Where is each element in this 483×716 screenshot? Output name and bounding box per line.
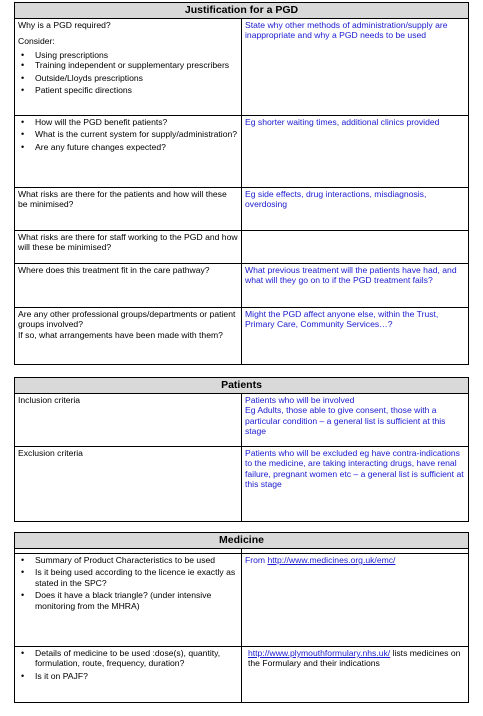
exclusion-criteria-guidance: Patients who will be excluded eg have contra-indications to the medicine, are taking interacting drugs, have renal failure, pregnant women etc – a general list is sufficient at this stage [242,447,469,522]
justification-table [14,2,469,365]
exclusion-criteria-label: Exclusion criteria [15,447,242,522]
consider-list [18,50,238,96]
formulary-guidance-suffix: lists medicines on the Formulary and their indications [248,648,461,669]
other-groups-question: Are any other professional groups/departments or patient groups involved? [18,309,236,330]
medicines-org-link[interactable]: http://www.medicines.org.uk/emc/ [267,555,396,565]
list-item: • Using prescriptions [18,50,238,60]
patient-risks-question: What risks are there for the patients and how will these be minimised? [15,188,242,231]
spc-guidance-prefix: From [245,555,268,565]
benefit-list [18,117,238,152]
list-item: • Training independent or supplementary prescribers [18,60,238,70]
formulary-guidance-cell [242,647,469,703]
staff-risks-guidance [242,231,469,264]
list-item: • Are any future changes expected? [18,142,238,152]
staff-risks-question: What risks are there for staff working to the PGD and how will these be minimised? [15,231,242,264]
why-pgd-guidance: State why other methods of administration/supply are inappropriate and why a PGD needs to be used [242,19,469,116]
spc-list [18,555,238,611]
details-list [18,648,238,681]
patients-title: Patients [15,378,469,394]
care-pathway-question: Where does this treatment fit in the care pathway? [15,264,242,308]
list-item: • Details of medicine to be used :dose(s), quantity, formulation, route, frequency, duration? [18,648,238,669]
inclusion-criteria-label: Inclusion criteria [15,394,242,447]
list-item: • What is the current system for supply/administration? [18,129,238,139]
benefit-guidance: Eg shorter waiting times, additional clinics provided [242,116,469,188]
why-pgd-question-cell [15,19,242,116]
list-item: • Summary of Product Characteristics to be used [18,555,238,565]
spc-guidance-cell [242,554,469,647]
list-item: • Patient specific directions [18,85,238,95]
other-groups-guidance: Might the PGD affect anyone else, within the Trust, Primary Care, Community Services…? [242,308,469,365]
patient-risks-guidance: Eg side effects, drug interactions, misdiagnosis, overdosing [242,188,469,231]
patients-table [14,377,469,522]
inclusion-criteria-guidance-cell [242,394,469,447]
other-groups-question-cell [15,308,242,365]
medicine-title: Medicine [15,533,469,549]
list-item: • How will the PGD benefit patients? [18,117,238,127]
list-item: • Does it have a black triangle? (under intensive monitoring from the MHRA) [18,590,238,611]
why-pgd-question: Why is a PGD required? [18,20,111,30]
list-item: • Is it being used according to the licence ie exactly as stated in the SPC? [18,567,238,588]
inclusion-criteria-guidance: Patients who will be involved [245,395,355,405]
list-item: • Outside/Lloyds prescriptions [18,73,238,83]
benefit-question-cell [15,116,242,188]
consider-label: Consider: [18,36,55,47]
spc-question-cell [15,554,242,647]
medicine-table [14,532,469,703]
inclusion-criteria-examples: Eg Adults, those able to give consent, those with a particular condition – a general list is sufficient at this stage [245,405,446,437]
other-groups-arrangements: If so, what arrangements have been made with them? [18,329,223,340]
plymouth-formulary-link[interactable]: http://www.plymouthformulary.nhs.uk/ [248,648,391,658]
list-item: • Is it on PAJF? [18,671,238,681]
justification-title: Justification for a PGD [15,3,469,19]
details-question-cell [15,647,242,703]
care-pathway-guidance: What previous treatment will the patients have had, and what will they go on to if the PGD treatment fails? [242,264,469,308]
